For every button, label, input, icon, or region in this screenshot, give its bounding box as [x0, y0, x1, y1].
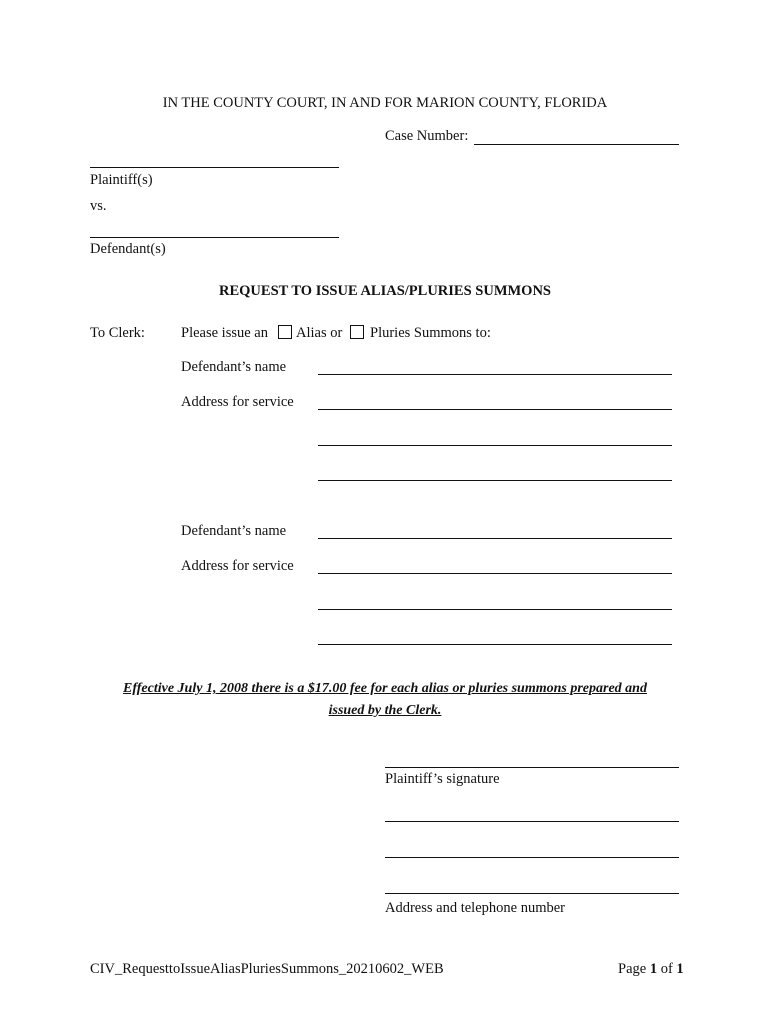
page-total: 1	[676, 961, 684, 977]
address-line-1[interactable]	[385, 821, 679, 822]
defendant-1-address-label: Address for service	[181, 394, 294, 410]
defendant-1-address-line-1[interactable]	[318, 409, 672, 410]
defendant-2-name-label: Defendant’s name	[181, 523, 287, 539]
page-indicator	[618, 961, 684, 978]
defendant-1-name-label: Defendant’s name	[181, 359, 287, 375]
plaintiff-name-field[interactable]	[90, 167, 339, 168]
defendant-2-address-label: Address for service	[181, 558, 294, 574]
defendant-2-address-line-3[interactable]	[318, 644, 672, 645]
court-heading: IN THE COUNTY COURT, IN AND FOR MARION COUNTY, FLORIDA	[162, 95, 608, 111]
address-line-3[interactable]	[385, 893, 679, 894]
defendant-label: Defendant(s)	[90, 241, 166, 257]
fee-notice-line-2: issued by the Clerk.	[328, 703, 442, 718]
fee-notice-line-1: Effective July 1, 2008 there is a $17.00 fee for each alias or pluries summons prepared and	[123, 681, 647, 696]
case-number-field[interactable]	[474, 144, 679, 145]
to-clerk-label: To Clerk:	[90, 325, 145, 341]
address-telephone-label: Address and telephone number	[385, 900, 565, 916]
defendant-2-address-line-2[interactable]	[318, 609, 672, 610]
defendant-name-field[interactable]	[90, 237, 339, 238]
case-number-label: Case Number:	[385, 128, 469, 144]
defendant-1-address-line-3[interactable]	[318, 480, 672, 481]
defendant-2-address-line-1[interactable]	[318, 573, 672, 574]
please-issue-text: Please issue an	[181, 325, 268, 341]
plaintiff-signature-field[interactable]	[385, 767, 679, 768]
alias-label: Alias or	[296, 325, 343, 341]
page-current: 1	[649, 961, 658, 977]
page-of: of	[660, 961, 673, 977]
plaintiff-label: Plaintiff(s)	[90, 172, 153, 188]
address-line-2[interactable]	[385, 857, 679, 858]
document-id: CIV_RequesttoIssueAliasPluriesSummons_20210602_WEB	[90, 961, 444, 977]
form-title: REQUEST TO ISSUE ALIAS/PLURIES SUMMONS	[219, 283, 551, 299]
alias-checkbox[interactable]	[278, 325, 292, 339]
plaintiff-signature-label: Plaintiff’s signature	[385, 771, 500, 787]
defendant-2-name-field[interactable]	[318, 538, 672, 539]
defendant-1-address-line-2[interactable]	[318, 445, 672, 446]
page-word: Page	[618, 961, 647, 977]
defendant-1-name-field[interactable]	[318, 374, 672, 375]
pluries-checkbox[interactable]	[350, 325, 364, 339]
pluries-label: Pluries Summons to:	[370, 325, 491, 341]
vs-label: vs.	[90, 198, 107, 214]
